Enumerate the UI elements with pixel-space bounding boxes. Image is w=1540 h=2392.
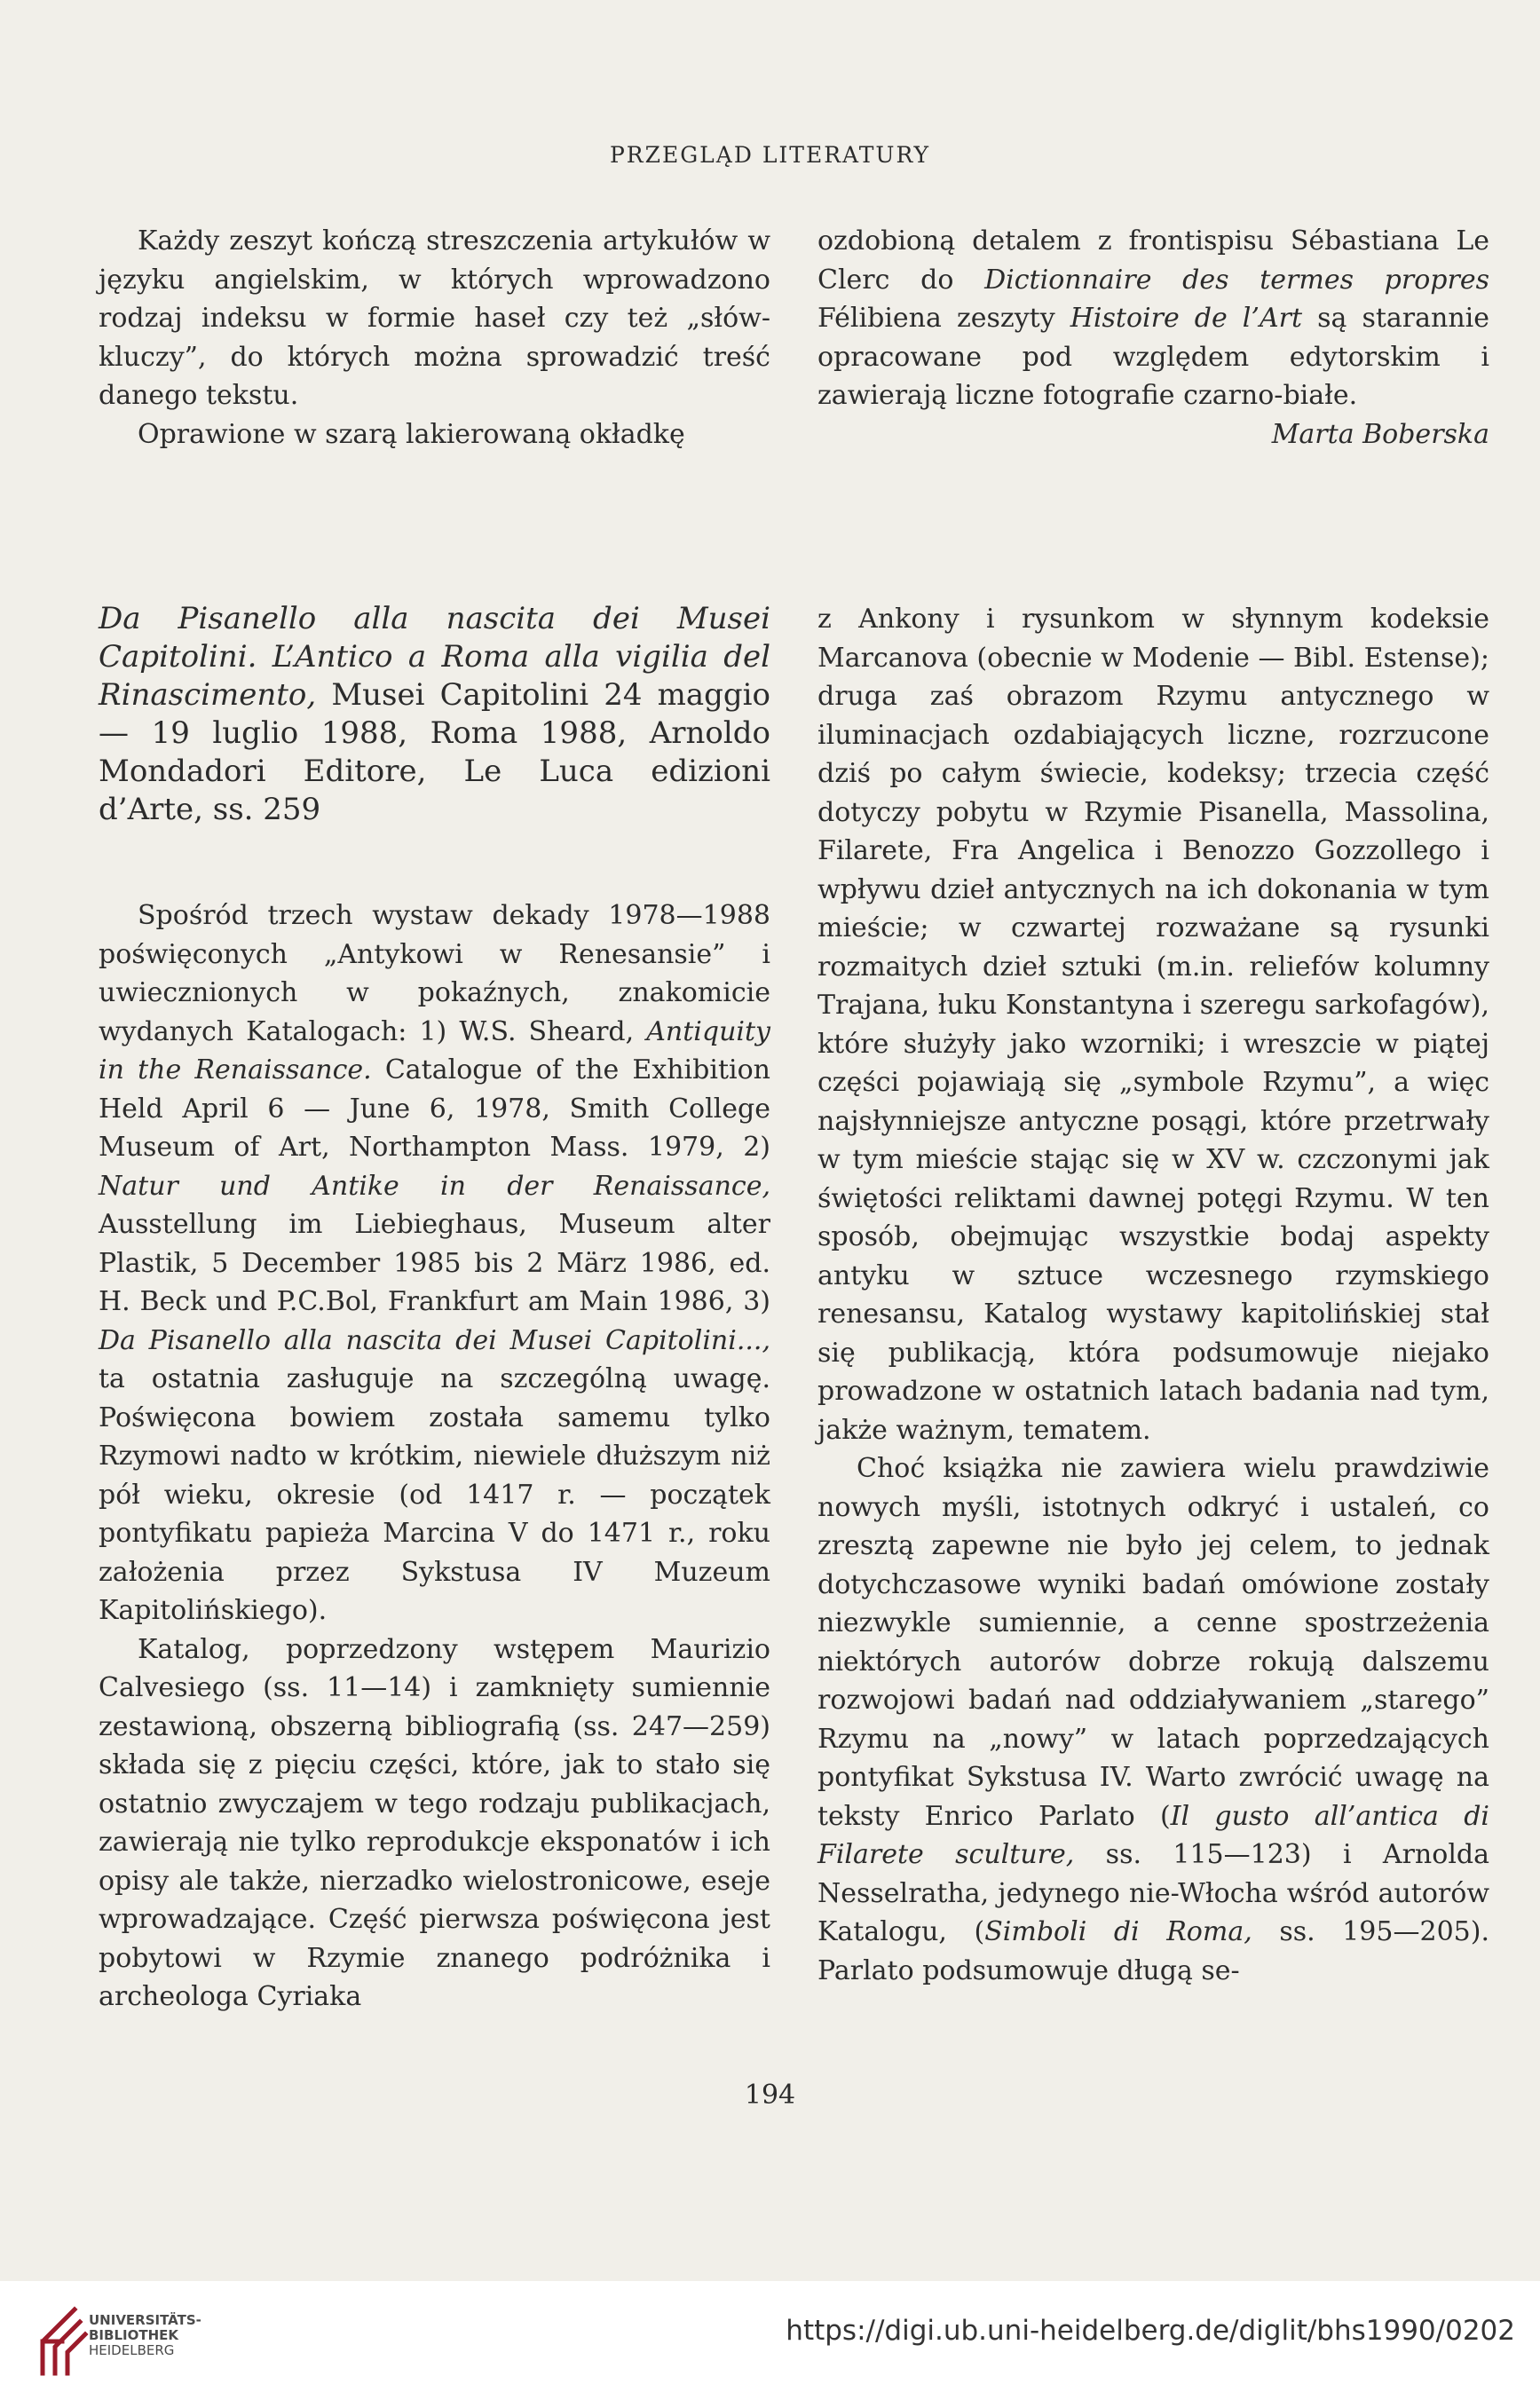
book-title: Da Pisanello alla nascita dei Musei Capitolini. L’Antico a Roma alla vigilia del Rinascimento, (99, 601, 770, 713)
left-column-body (99, 896, 770, 2017)
book-details: Musei Capitolini 24 maggio — 19 luglio 1988, Roma 1988, Arnoldo Mondadori Editore, Le Luca edizioni d’Arte, ss. 259 (99, 677, 770, 827)
paragraph: Każdy zeszyt kończą streszczenia artykułów w języku angielskim, w których wprowadzono rodzaj indeksu w formie haseł czy też „słów-kluczy”, do których można sprowadzić treść danego tekstu. (99, 225, 770, 411)
library-name: UNIVERSITÄTS- BIBLIOTHEK HEIDELBERG (89, 2312, 201, 2358)
paragraph: z Ankony i rysunkom w słynnym kodeksie Marcanova (obecnie w Modenie — Bibl. Estense); druga zaś obrazom Rzymu antycznego w iluminacjach ozdabiających liczne, rozrzucone dziś po całym świecie, kodeksy; trzecia część dotyczy pobytu w Rzymie Pisanella, Massolina, Filarete, Fra Angelica i Benozzo Gozzollego i wpływu dzieł antycznych na ich dokonania w tym mieście; w czwartej rozważane są rysunki rozmaitych dzieł sztuki (m.in. reliefów kolumny Trajana, łuku Konstantyna i szeregu sarkofagów), które służyły jako wzorniki; i wreszcie w piątej części pojawiają się „symbole Rzymu”, a więc najsłynniejsze antyczne posągi, które przetrwały w tym mieście stając się w XV w. czczonymi jak świętości reliktami dawnej potęgi Rzymu. W ten sposób, obejmując wszystkie bodaj aspekty antyku w sztuce wczesnego rzymskiego renesansu, Katalog wystawy kapitolińskiej stał się publikacją, która podsumowuje niejako prowadzone w ostatnich latach badania nad tym, jakże ważnym, tematem. (817, 604, 1489, 1446)
bibliographic-heading (99, 600, 770, 829)
top-left-column (99, 222, 770, 454)
paragraph: ozdobioną detalem z frontispisu Sébastiana Le Clerc do Dictionnaire des termes propres Félibiena zeszyty Histoire de l’Art są starannie opracowane pod względem edytorskim i zawierają liczne fotografie czarno-białe. (817, 225, 1489, 411)
paragraph: Katalog, poprzedzony wstępem Maurizio Calvesiego (ss. 11—14) i zamknięty sumiennie zestawioną, obszerną bibliografią (ss. 247—259) składa się z pięciu części, które, jak to stało się ostatnio zwyczajem w tego rodzaju publikacjach, zawierają nie tylko reprodukcje eksponatów i ich opisy ale także, nierzadko wielostronicowe, eseje wprowadzające. Część pierwsza poświęcona jest pobytowi w Rzymie znanego podróżnika i archeologa Cyriaka (99, 1633, 770, 2012)
paragraph: Spośród trzech wystaw dekady 1978—1988 poświęconych „Antykowi w Renesansie” i uwiecznionych w pokaźnych, znakomicie wydanych Katalogach: 1) W.S. Sheard, Antiquity in the Renaissance. Catalogue of the Exhibition Held April 6 — June 6, 1978, Smith College Museum of Art, Northampton Mass. 1979, 2) Natur und Antike in der Renaissance, Ausstellung im Liebieghaus, Museum alter Plastik, 5 December 1985 bis 2 März 1986, ed. H. Beck und P.C.Bol, Frankfurt am Main 1986, 3) Da Pisanello alla nascita dei Musei Capitolini..., ta ostatnia zasługuje na szczególną uwagę. Poświęcona bowiem została samemu tylko Rzymowi nadto w krótkim, niewiele dłuższym niż pół wieku, okresie (od 1417 r. — początek pontyfikatu papieża Marcina V do 1471 r., roku założenia przez Sykstusa IV Muzeum Kapitolińskiego). (99, 900, 770, 1626)
book-citation (99, 600, 770, 829)
right-column-body (817, 600, 1489, 1990)
top-right-column (817, 222, 1489, 454)
paragraph: Oprawione w szarą lakierowaną okładkę (138, 418, 685, 450)
paragraph: Choć książka nie zawiera wielu prawdziwie nowych myśli, istotnych odkryć i ustaleń, co zresztą zapewne nie było jej celem, to jednak dotychczasowe wyniki badań omówione zostały niezwykle sumiennie, a cenne spostrzeżenia niektórych autorów dobrze rokują dalszemu rozwojowi badań nad oddziaływaniem „starego” Rzymu na „nowy” w latach poprzedzających pontyfikat Sykstusa IV. Warto zwrócić uwagę na teksty Enrico Parlato (Il gusto all’antica di Filarete sculture, ss. 115—123) i Arnolda Nesselratha, jedynego nie-Włocha wśród autorów Katalogu, (Simboli di Roma, ss. 195—205). Parlato podsumowuje długą se- (817, 1453, 1490, 1986)
running-head: PRZEGLĄD LITERATURY (609, 142, 931, 168)
permalink-url[interactable]: https://digi.ub.uni-heidelberg.de/diglit/bhs1990/0202 (786, 2315, 1515, 2347)
review-signature: Marta Boberska (1271, 418, 1489, 450)
viewer-footer (0, 2281, 1540, 2392)
page-number: 194 (744, 2080, 796, 2111)
